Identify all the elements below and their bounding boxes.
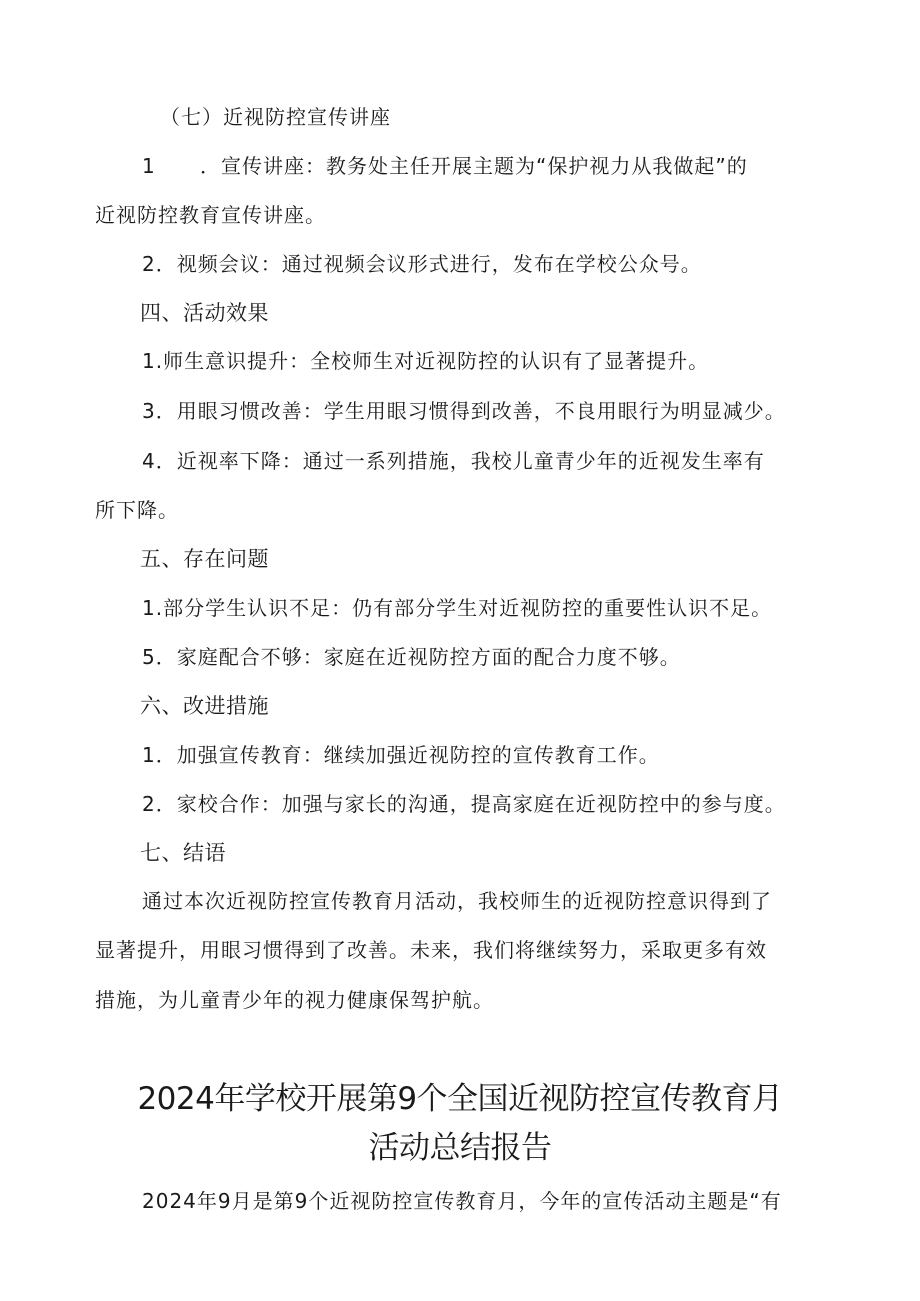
paragraph-lecture-item: ．宣传讲座：教务处主任开展主题为“保护视力从我做起”的 — [200, 154, 748, 178]
paragraph-effect-1: 1.师生意识提升：全校师生对近视防控的认识有了显著提升。 — [142, 349, 710, 373]
paragraph-conclusion-line-2: 显著提升，用眼习惯得到了改善。未来，我们将继续努力，采取更多有效 — [95, 938, 767, 962]
paragraph-item-number: 1 — [142, 154, 156, 178]
paragraph-report-intro: 2024年9月是第9个近视防控宣传教育月，今年的宣传活动主题是“有 — [142, 1189, 782, 1213]
heading-activity-effects: 四、活动效果 — [140, 301, 269, 325]
paragraph-improvement-1: 1．加强宣传教育：继续加强近视防控的宣传教育工作。 — [142, 743, 660, 767]
paragraph-lecture-item-continued: 近视防控教育宣传讲座。 — [95, 203, 326, 227]
heading-improvements: 六、改进措施 — [140, 694, 269, 718]
paragraph-video-meeting: 2．视频会议：通过视频会议形式进行，发布在学校公众号。 — [142, 252, 702, 276]
subheading-lecture: （七）近视防控宣传讲座 — [160, 105, 391, 129]
report-title-line-1: 2024年学校开展第9个全国近视防控宣传教育月 — [137, 1081, 783, 1117]
paragraph-effect-3: 4．近视率下降：通过一系列措施，我校儿童青少年的近视发生率有 — [142, 449, 765, 473]
paragraph-problem-1: 1.部分学生认识不足：仍有部分学生对近视防控的重要性认识不足。 — [142, 596, 773, 620]
paragraph-effect-3-continued: 所下降。 — [95, 498, 179, 522]
paragraph-effect-2: 3．用眼习惯改善：学生用眼习惯得到改善，不良用眼行为明显减少。 — [142, 399, 786, 423]
heading-problems: 五、存在问题 — [140, 547, 269, 571]
paragraph-improvement-2: 2．家校合作：加强与家长的沟通，提高家庭在近视防控中的参与度。 — [142, 792, 786, 816]
paragraph-conclusion-line-3: 措施，为儿童青少年的视力健康保驾护航。 — [95, 988, 494, 1012]
heading-conclusion: 七、结语 — [140, 841, 226, 865]
paragraph-problem-2: 5．家庭配合不够：家庭在近视防控方面的配合力度不够。 — [142, 645, 681, 669]
report-title-line-2: 活动总结报告 — [368, 1130, 552, 1166]
paragraph-conclusion-line-1: 通过本次近视防控宣传教育月活动，我校师生的近视防控意识得到了 — [142, 889, 772, 913]
